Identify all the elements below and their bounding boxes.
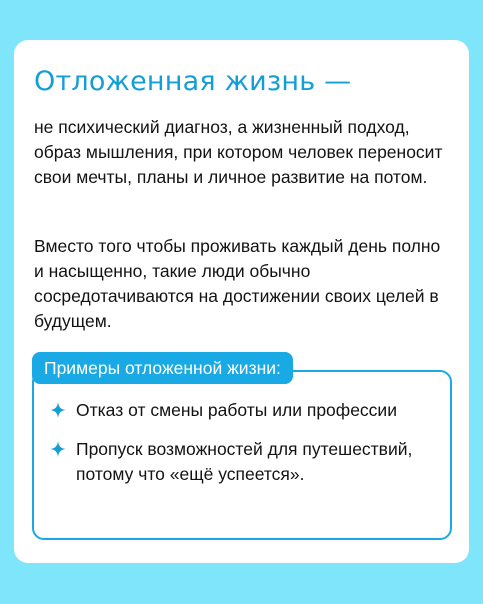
sparkle-icon (50, 402, 66, 418)
examples-label: Примеры отложенной жизни: (32, 352, 293, 384)
list-item-text: Пропуск возможностей для путешествий, потому что «ещё успеется». (76, 439, 413, 484)
list-item (50, 398, 440, 423)
sparkle-icon (50, 441, 66, 457)
examples-list (50, 398, 440, 501)
content-card (14, 40, 469, 563)
description-paragraph: Вместо того чтобы проживать каждый день полно и насыщенно, такие люди обычно сосредотачиваются на достижении своих целей в будущем. (34, 236, 441, 331)
definition-paragraph: не психический диагноз, а жизненный подход, образ мышления, при котором человек переносит свои мечты, планы и личное развитие на потом. (34, 117, 443, 187)
list-item (50, 437, 440, 487)
list-item-text: Отказ от смены работы или профессии (76, 400, 397, 420)
heading: Отложенная жизнь — (34, 66, 352, 97)
